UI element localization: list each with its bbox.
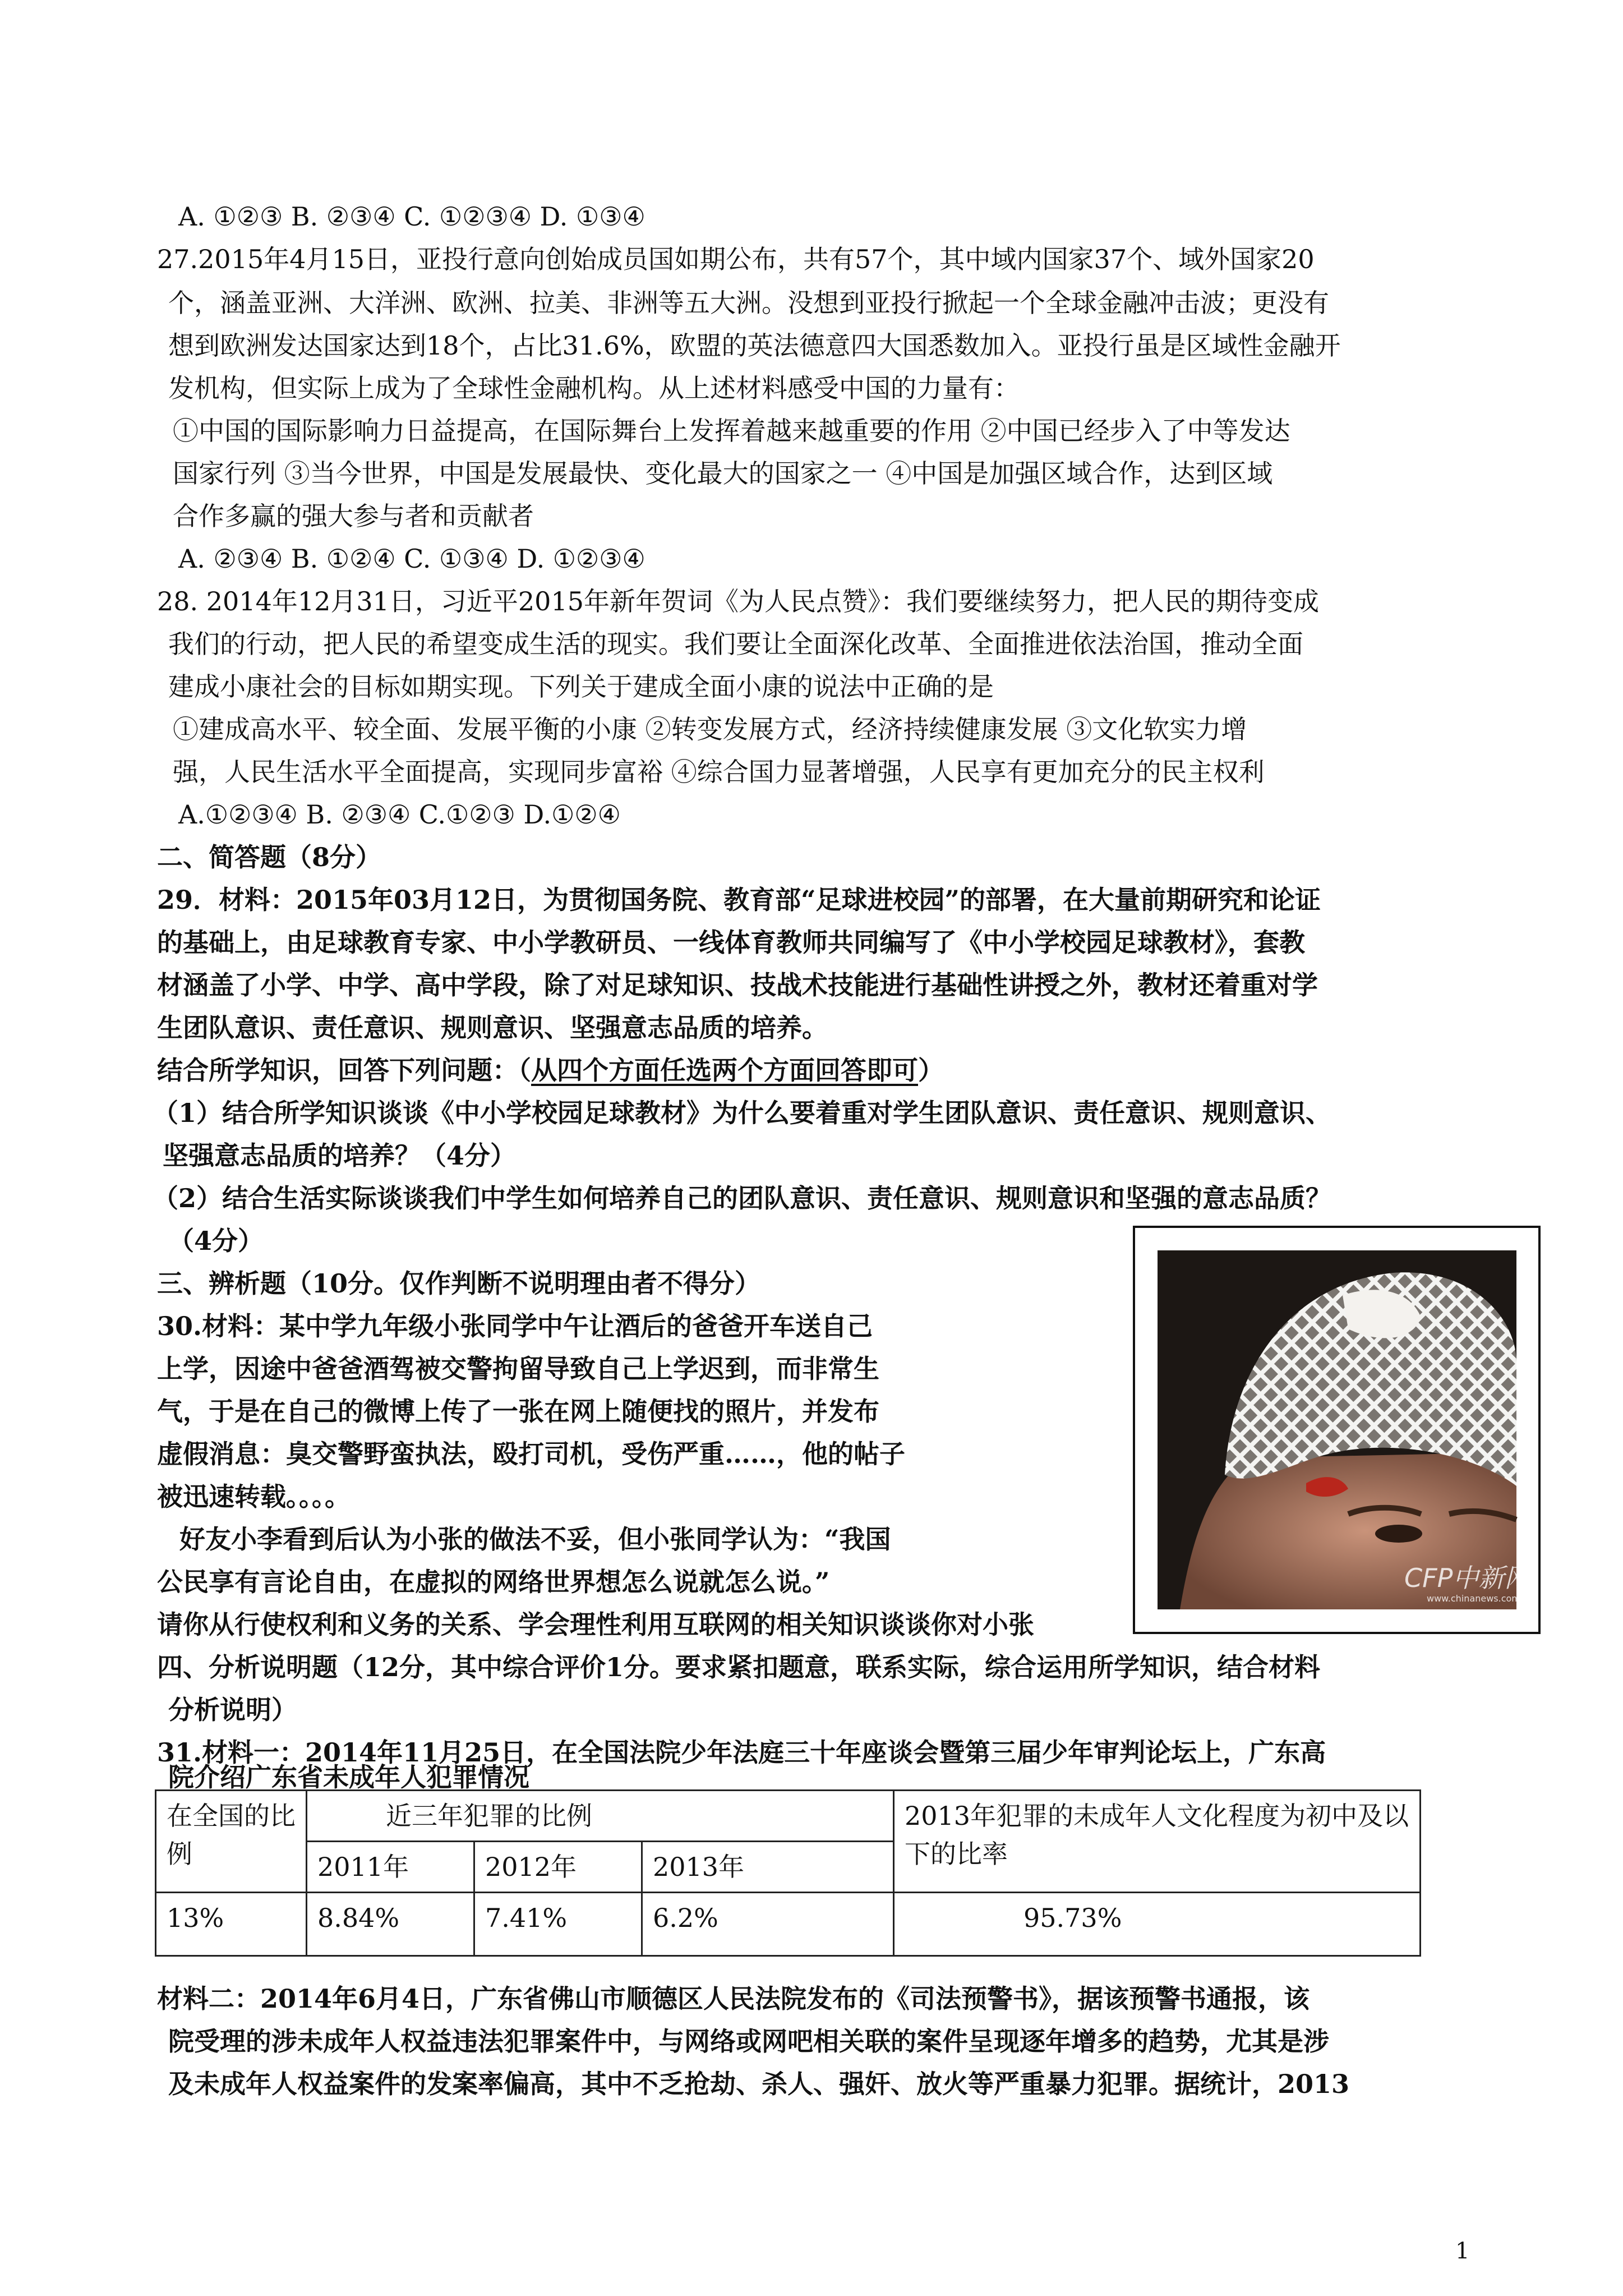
q27-statement-1: ①中国的国际影响力日益提高，在国际舞台上发挥着越来越重要的作用 ②中国已经步入了中等发达: [173, 416, 1290, 446]
q30-line-3: 气，于是在自己的微博上传了一张在网上随便找的照片，并发布: [157, 1396, 879, 1427]
q29-sub-2-line-2: （4分）: [168, 1226, 264, 1256]
instruction-underlined: 从四个方面任选两个方面回答即可: [531, 1055, 918, 1085]
news-photo-frame: [1133, 1226, 1541, 1634]
q30-line-1: 30.材料：某中学九年级小张同学中午让酒后的爸爸开车送自己: [157, 1311, 873, 1341]
q28-line-2: 我们的行动，把人民的希望变成生活的现实。我们要让全面深化改革、全面推进依法治国，推动全面: [168, 629, 1303, 659]
q27-line-4: 发机构，但实际上成为了全球性金融机构。从上述材料感受中国的力量有：: [168, 373, 1020, 403]
q31-material-2-line-3: 及未成年人权益案件的发案率偏高，其中不乏抢劫、杀人、强奸、放火等严重暴力犯罪。据统计，2013: [168, 2069, 1350, 2099]
header-education: 2013年犯罪的未成年人文化程度为初中及以下的比率: [894, 1791, 1421, 1893]
year-2011: 2011年: [307, 1842, 474, 1893]
q27-statement-2: 国家行列 ③当今世界，中国是发展最快、变化最大的国家之一 ④中国是加强区域合作，达到区域: [173, 458, 1273, 489]
q29-line-2: 的基础上，由足球教育专家、中小学教研员、一线体育教师共同编写了《中小学校园足球教材》，套教: [157, 927, 1305, 958]
q31-material-2-line-2: 院受理的涉未成年人权益违法犯罪案件中，与网络或网吧相关联的案件呈现逐年增多的趋势，尤其是涉: [168, 2026, 1329, 2056]
instruction-prefix: 结合所学知识，回答下列问题：（: [157, 1055, 531, 1085]
q31-material-2-line-1: 材料二：2014年6月4日，广东省佛山市顺德区人民法院发布的《司法预警书》，据该预警书通报，该: [157, 1984, 1310, 2014]
q30-line-7: 公民享有言论自由，在虚拟的网络世界想怎么说就怎么说。”: [157, 1567, 830, 1597]
photo-illustration: [1158, 1250, 1530, 1609]
q29-sub-2-line-1: （2）结合生活实际谈谈我们中学生如何培养自己的团队意识、责任意识、规则意识和坚强的意志品质？: [153, 1183, 1332, 1213]
q29-line-1: 29．材料：2015年03月12日，为贯彻国务院、教育部“足球进校园”的部署，在大量前期研究和论证: [157, 885, 1321, 915]
section-4-heading-cont: 分析说明）: [168, 1695, 297, 1725]
value-2013: 6.2%: [642, 1893, 894, 1956]
section-3-heading: 三、辨析题（10分。仅作判断不说明理由者不得分）: [157, 1268, 761, 1299]
q31-material-1-line-1: 31.材料一：2014年11月25日，在全国法院少年法庭三十年座谈会暨第三届少年审判论坛上，广东高: [157, 1737, 1326, 1768]
photo-watermark: CFP中新网: [1404, 1563, 1530, 1593]
q28-line-1: 28. 2014年12月31日，习近平2015年新年贺词《为人民点赞》：我们要继续努力，把人民的期待变成: [157, 586, 1319, 616]
q27-line-3: 想到欧洲发达国家达到18个，占比31.6%，欧盟的英法德意四大国悉数加入。亚投行虽是区域性金融开: [168, 330, 1341, 361]
q29-sub-1-line-2: 坚强意志品质的培养？（4分）: [163, 1140, 517, 1171]
photo-watermark-url: www.chinanews.com: [1427, 1593, 1520, 1604]
juvenile-crime-table: [155, 1789, 1421, 1957]
section-2-heading: 二、简答题（8分）: [157, 842, 382, 872]
q29-instruction: [157, 1049, 944, 1092]
q30-question: 请你从行使权利和义务的关系、学会理性利用互联网的相关知识谈谈你对小张: [157, 1609, 1034, 1640]
q28-line-3: 建成小康社会的目标如期实现。下列关于建成全面小康的说法中正确的是: [168, 671, 994, 702]
header-three-years: 近三年犯罪的比例: [307, 1791, 894, 1842]
page-number: 1: [1455, 2238, 1470, 2264]
injured-man-photo: [1158, 1250, 1530, 1609]
header-national-ratio: 在全国的比例: [156, 1791, 307, 1893]
q29-line-4: 生团队意识、责任意识、规则意识、坚强意志品质的培养。: [157, 1013, 828, 1043]
q26-options: A. ①②③ B. ②③④ C. ①②③④ D. ①③④: [178, 201, 645, 232]
q28-statement-2: 强，人民生活水平全面提高，实现同步富裕 ④综合国力显著增强，人民享有更加充分的民主权利: [173, 757, 1265, 787]
year-2013: 2013年: [642, 1842, 894, 1893]
instruction-suffix: ）: [918, 1055, 944, 1085]
q27-statement-3: 合作多赢的强大参与者和贡献者: [173, 501, 534, 531]
q30-line-5: 被迅速转载。。。。: [157, 1481, 351, 1512]
value-national: 13%: [156, 1893, 307, 1956]
value-education: 95.73%: [894, 1893, 1421, 1956]
q30-line-4: 虚假消息：臭交警野蛮执法，殴打司机，受伤严重……，他的帖子: [157, 1439, 905, 1469]
q30-line-6: 好友小李看到后认为小张的做法不妥，但小张同学认为：“我国: [179, 1524, 891, 1554]
q31-material-1-line-2: 院介绍广东省未成年人犯罪情况: [168, 1762, 529, 1792]
section-4-heading: 四、分析说明题（12分，其中综合评价1分。要求紧扣题意，联系实际，综合运用所学知识，结合材料: [157, 1652, 1321, 1682]
value-2012: 7.41%: [474, 1893, 642, 1956]
q28-statement-1: ①建成高水平、较全面、发展平衡的小康 ②转变发展方式，经济持续健康发展 ③文化软实力增: [173, 714, 1247, 744]
value-2011: 8.84%: [307, 1893, 474, 1956]
year-2012: 2012年: [474, 1842, 642, 1893]
q29-line-3: 材涵盖了小学、中学、高中学段，除了对足球知识、技战术技能进行基础性讲授之外，教材还着重对学: [157, 970, 1318, 1000]
q29-sub-1-line-1: （1）结合所学知识谈谈《中小学校园足球教材》为什么要着重对学生团队意识、责任意识、规则意识、: [153, 1098, 1332, 1128]
q28-options: A.①②③④ B. ②③④ C.①②③ D.①②④: [178, 799, 621, 830]
q27-line-2: 个，涵盖亚洲、大洋洲、欧洲、拉美、非洲等五大洲。没想到亚投行掀起一个全球金融冲击波；更没有: [168, 288, 1329, 318]
q30-line-2: 上学，因途中爸爸酒驾被交警拘留导致自己上学迟到，而非常生: [157, 1354, 879, 1384]
q27-line-1: 27.2015年4月15日，亚投行意向创始成员国如期公布，共有57个，其中域内国家37个、域外国家20: [157, 244, 1315, 274]
q27-options: A. ②③④ B. ①②④ C. ①③④ D. ①②③④: [178, 544, 645, 574]
